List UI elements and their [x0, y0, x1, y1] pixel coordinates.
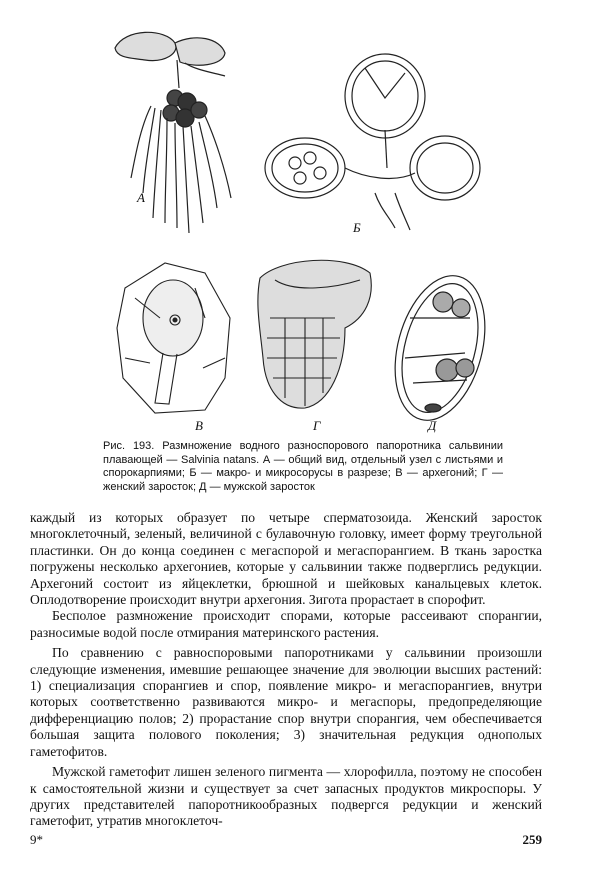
panel-c-drawing: [117, 263, 230, 413]
page-footer: [30, 832, 542, 848]
printer-signature: 9*: [30, 832, 43, 847]
panel-label-c: В: [195, 418, 203, 433]
figure-caption: [103, 440, 503, 494]
panel-label-e: Д: [428, 418, 437, 433]
panel-label-d: Г: [313, 418, 321, 433]
panel-b-drawing: [265, 54, 480, 230]
paragraph-1: каждый из которых образует по четыре сперматозоида. Женский заросток многоклеточный, зеленый, величиной с булавочную головку, имеет форму треугольной пластинки. Он до конца соединен с мегаспорой и мегаспорангием. В ткань заростка погружены несколько архегониев, которые у сальвинии также подверглись редукции. Архегоний состоит из яйцеклетки, брюшной и шейковых канальцевых клеток. Оплодотворение происходит внутри архегония. Зигота прорастает в спорофит.: [30, 510, 542, 608]
panel-label-a: А: [137, 190, 145, 205]
paragraph-3: По сравнению с равноспоровыми папоротниками у сальвинии произошли следующие изменения, имевшие решающее значение для эволюции высших растений: 1) специализация спорангиев и спор, появление микро- и мегаспорангиев, внутри которых соответственно развиваются микро- и мегаспоры, предопределяющие дифференциацию полов; 2) прорастание спор внутри спорангия, чем обеспечивается большая защита полового поколения; 3) значительная редукция однополых гаметофитов.: [30, 645, 542, 759]
panel-label-b: Б: [353, 220, 361, 235]
figure-drawing: [95, 18, 495, 436]
panel-d-drawing: [258, 260, 371, 408]
page-number: 259: [522, 832, 542, 847]
figure-salvinia: [95, 18, 495, 436]
body-text: [30, 510, 542, 830]
caption-text: Рис. 193. Размножение водного разноспорового папоротника сальвинии плавающей — Salvinia natans. А — общий вид, отдельный узел с листьями и спорокарпиями; Б — макро- и микросорусы в разрезе; В — архегоний; Г — женский заросток; Д — мужской заросток: [103, 440, 503, 493]
paragraph-4: Мужской гаметофит лишен зеленого пигмента — хлорофилла, поэтому не способен к самостоятельной жизни и существует за счет запасных продуктов микроспоры. У других представителей папоротникообразных подвергся редукции и женский гаметофит, утратив многоклеточ-: [30, 764, 542, 829]
panel-e-drawing: [380, 266, 495, 431]
paragraph-2: Бесполое размножение происходит спорами, которые рассеивают спорангии, разносимые водой после отмирания материнского растения.: [30, 608, 542, 640]
panel-a-drawing: [115, 32, 231, 233]
